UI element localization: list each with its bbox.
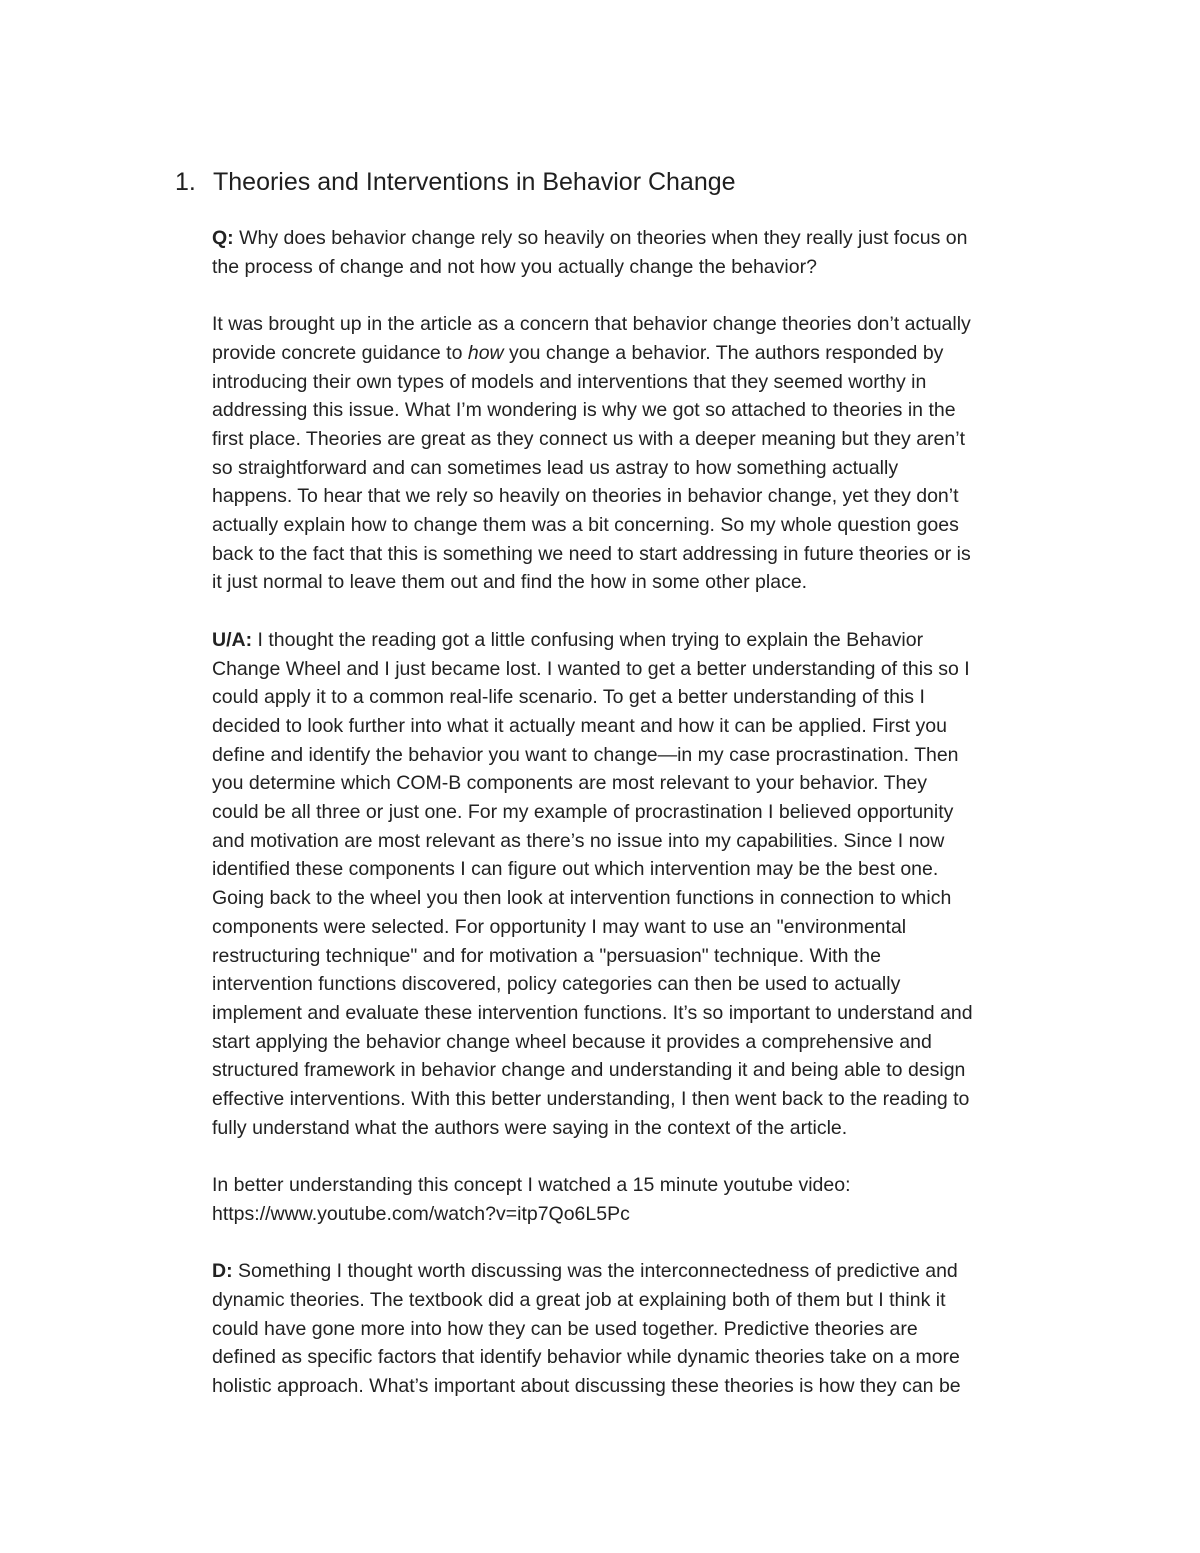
text-line	[212, 339, 1062, 368]
text-line: so straightforward and can sometimes lead us astray to how something actually	[212, 456, 899, 479]
text-line: Change Wheel and I just became lost. I wanted to get a better understanding of this so I	[212, 657, 970, 680]
text-line: back to the fact that this is something we need to start addressing in future theories or is	[212, 542, 971, 565]
text-line: Going back to the wheel you then look at intervention functions in connection to which	[212, 887, 952, 910]
section-number: 1.	[175, 168, 196, 196]
text-line: addressing this issue. What I’m wondering is why we got so attached to theories in the	[212, 399, 956, 422]
section-heading	[175, 166, 1075, 198]
text-line: could apply it to a common real-life scenario. To get a better understanding of this I	[212, 686, 925, 709]
text-line: dynamic theories. The textbook did a great job at explaining both of them but I think it	[212, 1288, 946, 1311]
text-run: provide concrete guidance to	[212, 341, 468, 364]
text-line: it just normal to leave them out and find the how in some other place.	[212, 571, 808, 594]
text-line: you determine which COM-B components are most relevant to your behavior. They	[212, 772, 927, 795]
text-line: start applying the behavior change wheel because it provides a comprehensive and	[212, 1030, 932, 1053]
text-run: you change a behavior. The authors responded by	[503, 341, 944, 364]
text-line	[212, 1257, 1062, 1286]
discussion-paragraph	[212, 1257, 1062, 1401]
video-url[interactable]: https://www.youtube.com/watch?v=itp7Qo6L5Pc	[212, 1202, 630, 1225]
text-line: components were selected. For opportunity I may want to use an "environmental	[212, 915, 907, 938]
text-line: structured framework in behavior change and understanding it and being able to design	[212, 1059, 966, 1082]
section-title: Theories and Interventions in Behavior Change	[213, 168, 736, 196]
text-line: holistic approach. What’s important about discussing these theories is how they can be	[212, 1375, 961, 1398]
text-line: define and identify the behavior you want to change—in my case procrastination. Then	[212, 743, 959, 766]
emphasis-how: how	[467, 341, 504, 364]
text-line: decided to look further into what it actually meant and how it can be applied. First you	[212, 714, 947, 737]
question-line: the process of change and not how you actually change the behavior?	[212, 255, 817, 278]
text-line: defined as specific factors that identify behavior while dynamic theories take on a more	[212, 1346, 960, 1369]
question-paragraph	[212, 224, 1062, 281]
text-line: intervention functions discovered, policy categories can then be used to actually	[212, 973, 901, 996]
discussion-label: D:	[212, 1260, 233, 1283]
text-run: I thought the reading got a little confusing when trying to explain the Behavior	[252, 628, 924, 651]
text-line: could have gone more into how they can be used together. Predictive theories are	[212, 1317, 918, 1340]
text-run: Something I thought worth discussing was the interconnectedness of predictive and	[232, 1260, 958, 1283]
understanding-paragraph	[212, 626, 1062, 1143]
text-line: effective interventions. With this better understanding, I then went back to the reading to	[212, 1088, 970, 1111]
text-line: implement and evaluate these intervention functions. It’s so important to understand and	[212, 1001, 973, 1024]
text-line: introducing their own types of models and interventions that they seemed worthy in	[212, 370, 927, 393]
text-line: identified these components I can figure out which intervention may be the best one.	[212, 858, 939, 881]
text-line: happens. To hear that we rely so heavily on theories in behavior change, yet they don’t	[212, 485, 959, 508]
understanding-label: U/A:	[212, 628, 253, 651]
question-label: Q:	[212, 227, 234, 249]
text-line: restructuring technique" and for motivation a "persuasion" technique. With the	[212, 944, 881, 967]
text-line: It was brought up in the article as a concern that behavior change theories don’t actually	[212, 313, 971, 336]
text-line: and motivation are most relevant as there’s no issue into my capabilities. Since I now	[212, 829, 945, 852]
text-line	[212, 626, 1062, 655]
text-line: could be all three or just one. For my example of procrastination I believed opportunity	[212, 801, 954, 824]
text-line: actually explain how to change them was a bit concerning. So my whole question goes	[212, 514, 959, 537]
text-line: first place. Theories are great as they connect us with a deeper meaning but they aren’t	[212, 427, 965, 450]
question-discussion-paragraph	[212, 310, 1062, 597]
question-line	[212, 224, 1062, 253]
question-text: Why does behavior change rely so heavily on theories when they really just focus on	[233, 227, 968, 249]
video-note-paragraph	[212, 1171, 1062, 1228]
document-body	[212, 224, 1062, 1429]
text-line: In better understanding this concept I watched a 15 minute youtube video:	[212, 1174, 851, 1197]
text-line: fully understand what the authors were saying in the context of the article.	[212, 1116, 848, 1139]
